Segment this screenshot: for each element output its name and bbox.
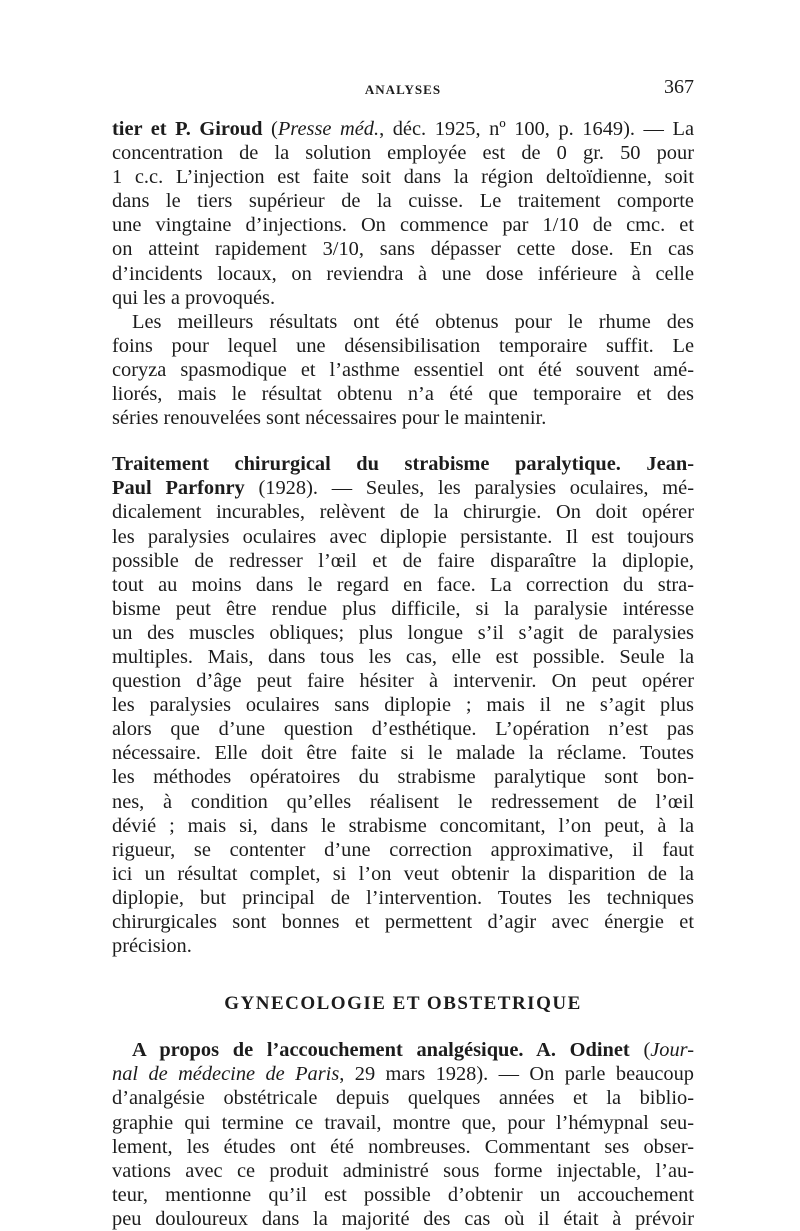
text-line: un des muscles obliques; plus longue s’il s’agit de paralysies xyxy=(112,621,694,644)
text-line: teur, mentionne qu’il est possible d’obtenir un accouchement xyxy=(112,1183,694,1206)
section-heading: GYNECOLOGIE ET OBSTETRIQUE xyxy=(224,993,582,1015)
text-line xyxy=(112,117,694,141)
text-line: nécessaire. Elle doit être faite si le malade la réclame. Toutes xyxy=(112,742,694,765)
text-line: A propos de l’accouchement analgésique. A. Odinet (Jour- xyxy=(132,1039,694,1062)
text-line: question d’âge peut faire hésiter à intervenir. On peut opérer xyxy=(112,670,694,693)
text-line: qui les a provoqués. xyxy=(112,286,276,309)
journal-title: Presse méd. xyxy=(277,118,380,140)
running-title: ANALYSES xyxy=(364,82,442,97)
author-names: tier et P. Giroud xyxy=(112,118,263,140)
text-line: nes, à condition qu’elles réalisent le redressement de l’œil xyxy=(112,790,694,813)
author-name: Paul Parfonry xyxy=(112,477,245,500)
paragraph xyxy=(112,310,694,430)
text-line: lement, les études ont été nombreuses. Commentant ses obser- xyxy=(112,1135,694,1158)
text-line: on atteint rapidement 3/10, sans dépasser cette dose. En cas xyxy=(112,238,694,261)
text-fragment: ( xyxy=(262,118,278,140)
text-fragment: (1928). — Seules, les paralysies oculaires, mé- xyxy=(244,477,694,500)
text-line: dans le tiers supérieur de la cuisse. Le traitement comporte xyxy=(112,190,694,213)
text-line: vations avec ce produit administré sous forme injectable, l’au- xyxy=(112,1159,694,1182)
text-line: d’incidents locaux, on reviendra à une dose inférieure à celle xyxy=(112,262,694,285)
text-line: possible de redresser l’œil et de faire disparaître la diplopie, xyxy=(112,549,694,572)
text-fragment: , 29 mars 1928). — On parle beaucoup xyxy=(339,1063,694,1086)
text-line: coryza spasmodique et l’asthme essentiel ont été souvent amé- xyxy=(112,358,694,381)
text-line: Les meilleurs résultats ont été obtenus pour le rhume des xyxy=(132,310,694,333)
text-line: graphie qui termine ce travail, montre que, pour l’hémypnal seu- xyxy=(112,1111,694,1134)
paragraph-continued xyxy=(112,117,694,310)
text-line: tout au moins dans le regard en face. La correction du stra- xyxy=(112,573,694,596)
text-line: liorés, mais le résultat obtenu n’a été que temporaire et des xyxy=(112,383,694,406)
page-header xyxy=(112,76,694,100)
article-title: A propos de l’accouchement analgésique. A. Odinet xyxy=(132,1039,630,1062)
abstract-strabisme xyxy=(112,452,694,958)
journal-title: Jour- xyxy=(650,1039,694,1062)
text-line xyxy=(112,452,694,476)
text-line: peu douloureux dans la majorité des cas où il était à prévoir xyxy=(112,1207,694,1230)
text-line xyxy=(112,476,694,500)
text-line: d’analgésie obstétricale depuis quelques années et la biblio- xyxy=(112,1087,694,1110)
text-line: foins pour lequel une désensibilisation temporaire suffit. Le xyxy=(112,334,694,357)
article-body xyxy=(112,117,694,1231)
abstract-accouchement xyxy=(112,1038,694,1231)
text-line: concentration de la solution employée est de 0 gr. 50 pour xyxy=(112,142,694,165)
text-line: chirurgicales sont bonnes et permettent d’agir avec énergie et xyxy=(112,911,694,933)
text-line xyxy=(112,1062,694,1086)
page-number: 367 xyxy=(664,76,694,98)
article-title: Traitement chirurgical du strabisme paralytique. Jean- xyxy=(112,453,694,476)
text-fragment: , déc. 1925, nº 100, p. 1649). — La xyxy=(379,118,694,140)
journal-title: nal de médecine de Paris xyxy=(112,1063,340,1086)
text-line: les paralysies oculaires sans diplopie ; mais il ne s’agit plus xyxy=(112,694,694,717)
text-line: alors que d’une question d’esthétique. L’opération n’est pas xyxy=(112,718,694,741)
text-line: dicalement incurables, relèvent de la chirurgie. On doit opérer xyxy=(112,501,694,524)
text-line: rigueur, se contenter d’une correction approximative, il faut xyxy=(112,838,694,861)
text-line: une vingtaine d’injections. On commence par 1/10 de cmc. et xyxy=(112,214,694,237)
text-line: précision. xyxy=(112,935,192,958)
text-line: séries renouvelées sont nécessaires pour le maintenir. xyxy=(112,407,547,430)
text-line: 1 c.c. L’injection est faite soit dans la région deltoïdienne, soit xyxy=(112,166,694,189)
text-line: les paralysies oculaires avec diplopie persistante. Il est toujours xyxy=(112,525,694,548)
text-line: diplopie, but principal de l’intervention. Toutes les techniques xyxy=(112,886,694,909)
text-line: ici un résultat complet, si l’on veut obtenir la disparition de la xyxy=(112,862,694,885)
text-line: multiples. Mais, dans tous les cas, elle est possible. Seule la xyxy=(112,645,694,668)
text-line: bisme peut être rendue plus difficile, si la paralysie intéresse xyxy=(112,597,694,620)
text-line: les méthodes opératoires du strabisme paralytique sont bon- xyxy=(112,766,694,789)
text-line: dévié ; mais si, dans le strabisme concomitant, l’on peut, à la xyxy=(112,814,694,837)
